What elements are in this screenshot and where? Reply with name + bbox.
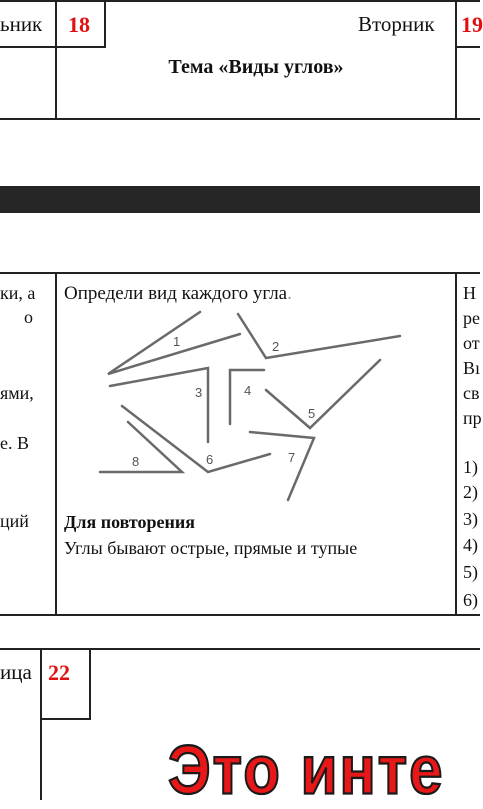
angle-6-shape bbox=[122, 406, 270, 472]
angles-figure bbox=[90, 300, 420, 510]
bottom-table-top bbox=[0, 648, 480, 650]
angle-label: 5 bbox=[308, 406, 316, 421]
middle-table-top bbox=[0, 272, 480, 274]
bottom-day-name: ица bbox=[0, 660, 32, 684]
bottom-num-divider bbox=[89, 648, 91, 720]
angle-2-shape bbox=[238, 314, 400, 358]
day-name-left: ьник bbox=[0, 12, 43, 36]
angle-7-shape bbox=[250, 432, 314, 500]
angle-5-shape bbox=[266, 360, 380, 428]
top-border bbox=[0, 0, 480, 2]
right-list-item: 2) bbox=[463, 482, 478, 502]
angle-label: 7 bbox=[288, 450, 296, 465]
bottom-day-number: 22 bbox=[48, 660, 70, 685]
right-text-line: св bbox=[463, 383, 480, 403]
right-list-item: 1) bbox=[463, 457, 478, 477]
angle-label: 6 bbox=[206, 452, 214, 467]
right-list-item: 4) bbox=[463, 535, 478, 555]
day-number-right: 19 bbox=[461, 12, 483, 37]
right-list-item: 6) bbox=[463, 590, 478, 610]
right-list-item: 3) bbox=[463, 509, 478, 529]
middle-table-bottom bbox=[0, 614, 480, 616]
repeat-body: Углы бывают острые, прямые и тупые bbox=[64, 538, 358, 558]
right-text-line: пр bbox=[463, 408, 482, 428]
angle-label: 3 bbox=[195, 385, 203, 400]
num-cell-bottom-left bbox=[0, 46, 104, 48]
middle-divider-left bbox=[55, 272, 57, 616]
top-table-bottom bbox=[0, 118, 480, 120]
bottom-num-cell-bottom bbox=[40, 718, 91, 720]
angle-8-shape bbox=[100, 422, 182, 472]
left-text-line: о bbox=[24, 307, 33, 327]
middle-divider-right bbox=[455, 272, 457, 616]
left-text-line: ций bbox=[0, 511, 29, 531]
angle-label: 1 bbox=[173, 334, 181, 349]
right-text-line: Н bbox=[463, 283, 476, 303]
dark-separator-band bbox=[0, 186, 480, 213]
day-number-left: 18 bbox=[68, 12, 90, 37]
left-text-line: е. В bbox=[0, 433, 29, 453]
left-text-line: ями, bbox=[0, 383, 34, 403]
day-name-right: Вторник bbox=[358, 12, 435, 36]
num-cell-bottom-right bbox=[456, 46, 480, 48]
left-text-line: ки, а bbox=[0, 283, 36, 303]
interesting-banner: Это инте bbox=[168, 731, 445, 809]
angle-label: 4 bbox=[244, 383, 252, 398]
angle-label: 2 bbox=[272, 339, 280, 354]
task-text: Определи вид каждого угла. bbox=[64, 283, 292, 304]
right-text-line: ре bbox=[463, 308, 480, 328]
angle-label: 8 bbox=[132, 454, 140, 469]
num-cell-divider bbox=[104, 0, 106, 48]
bottom-divider-left bbox=[40, 648, 42, 800]
lesson-topic: Тема «Виды углов» bbox=[168, 56, 344, 78]
right-text-line: от bbox=[463, 333, 480, 353]
right-list-item: 5) bbox=[463, 562, 478, 582]
repeat-title: Для повторения bbox=[64, 512, 196, 532]
right-text-line: Вı bbox=[463, 358, 481, 378]
angle-3-shape bbox=[110, 368, 208, 442]
